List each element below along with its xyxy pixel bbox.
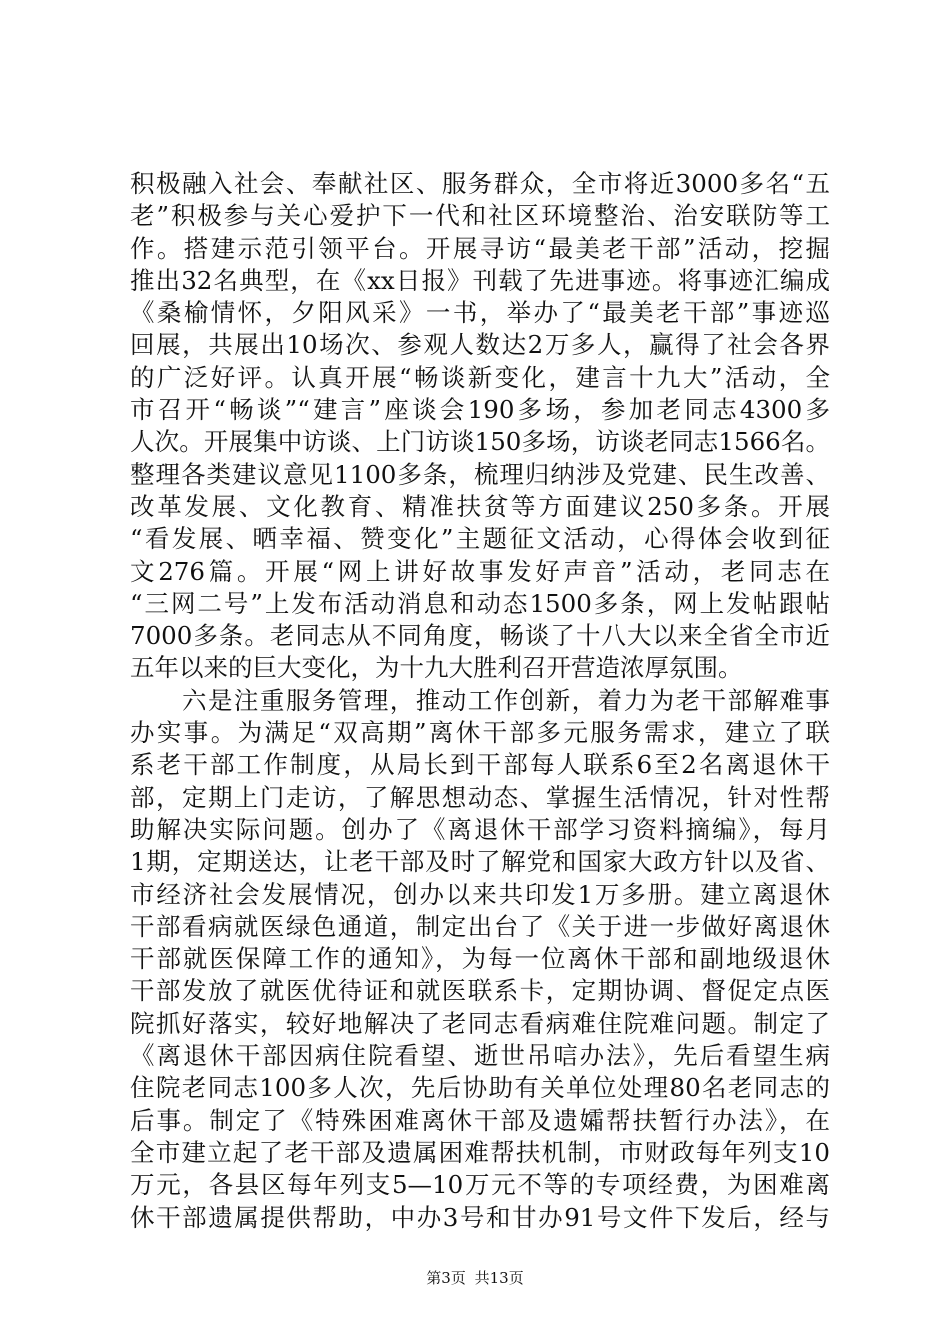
page-total: 共13页 bbox=[474, 1269, 524, 1287]
body-text bbox=[130, 168, 830, 1234]
text-line: 干部就医保障工作的通知》，为每一位离休干部和副地级退休 bbox=[130, 944, 830, 974]
text-line: 老”积极参与关心爱护下一代和社区环境整治、治安联防等工 bbox=[130, 201, 830, 231]
text-line: 六是注重服务管理，推动工作创新，着力为老干部解难事 bbox=[130, 685, 830, 715]
text-line: 人次。开展集中访谈、上门访谈150多场，访谈老同志1566名。 bbox=[130, 427, 830, 457]
text-line: 积极融入社会、奉献社区、服务群众，全市将近3000多名“五 bbox=[130, 169, 830, 198]
text-line: 万元，各县区每年列支5—10万元不等的专项经费，为困难离 bbox=[130, 1170, 830, 1200]
text-line: 作。搭建示范引领平台。开展寻访“最美老干部”活动，挖掘 bbox=[130, 233, 830, 263]
text-line: 系老干部工作制度，从局长到干部每人联系6至2名离退休干 bbox=[130, 750, 830, 780]
text-line: 文276篇。开展“网上讲好故事发好声音”活动，老同志在 bbox=[130, 556, 830, 586]
text-line: 干部发放了就医优待证和就医联系卡，定期协调、督促定点医 bbox=[130, 976, 830, 1006]
text-line: 住院老同志100多人次，先后协助有关单位处理80名老同志的 bbox=[130, 1073, 830, 1103]
text-line: 市召开“畅谈”“建言”座谈会190多场，参加老同志4300多 bbox=[130, 395, 830, 425]
text-line: 办实事。为满足“双高期”离休干部多元服务需求，建立了联 bbox=[130, 718, 830, 748]
text-line: 《桑榆情怀，夕阳风采》一书，举办了“最美老干部”事迹巡 bbox=[130, 298, 830, 328]
text-line: “看发展、晒幸福、赞变化”主题征文活动，心得体会收到征 bbox=[130, 524, 830, 554]
text-line: 助解决实际问题。创办了《离退休干部学习资料摘编》，每月 bbox=[130, 814, 830, 844]
text-line: 的广泛好评。认真开展“畅谈新变化，建言十九大”活动，全 bbox=[130, 362, 830, 392]
text-line: 全市建立起了老干部及遗属困难帮扶机制，市财政每年列支10 bbox=[130, 1137, 830, 1167]
page-footer bbox=[0, 1267, 950, 1288]
text-line: 后事。制定了《特殊困难离休干部及遗孀帮扶暂行办法》，在 bbox=[130, 1105, 830, 1135]
text-line: 推出32名典型，在《xx日报》刊载了先进事迹。将事迹汇编成 bbox=[130, 265, 830, 295]
text-line: “三网二号”上发布活动消息和动态1500多条，网上发帖跟帖 bbox=[130, 588, 830, 618]
text-line: 五年以来的巨大变化，为十九大胜利召开营造浓厚氛围。 bbox=[130, 653, 743, 683]
text-line: 院抓好落实，较好地解决了老同志看病难住院难问题。制定了 bbox=[130, 1008, 830, 1038]
text-line: 《离退休干部因病住院看望、逝世吊唁办法》，先后看望生病 bbox=[130, 1041, 830, 1071]
text-line: 回展，共展出10场次、参观人数达2万多人，赢得了社会各界 bbox=[130, 330, 830, 360]
text-line: 7000多条。老同志从不同角度，畅谈了十八大以来全省全市近 bbox=[130, 621, 830, 651]
text-line: 市经济社会发展情况，创办以来共印发1万多册。建立离退休 bbox=[130, 879, 830, 909]
page-number: 第3页 bbox=[426, 1269, 466, 1287]
text-line: 1期，定期送达，让老干部及时了解党和国家大政方针以及省、 bbox=[130, 847, 830, 877]
text-line: 干部看病就医绿色通道，制定出台了《关于进一步做好离退休 bbox=[130, 911, 830, 941]
text-line: 休干部遗属提供帮助，中办3号和甘办91号文件下发后，经与 bbox=[130, 1202, 830, 1232]
text-line: 改革发展、文化教育、精准扶贫等方面建议250多条。开展 bbox=[130, 491, 830, 521]
text-line: 整理各类建议意见1100多条，梳理归纳涉及党建、民生改善、 bbox=[130, 459, 830, 489]
text-line: 部，定期上门走访，了解思想动态、掌握生活情况，针对性帮 bbox=[130, 782, 830, 812]
